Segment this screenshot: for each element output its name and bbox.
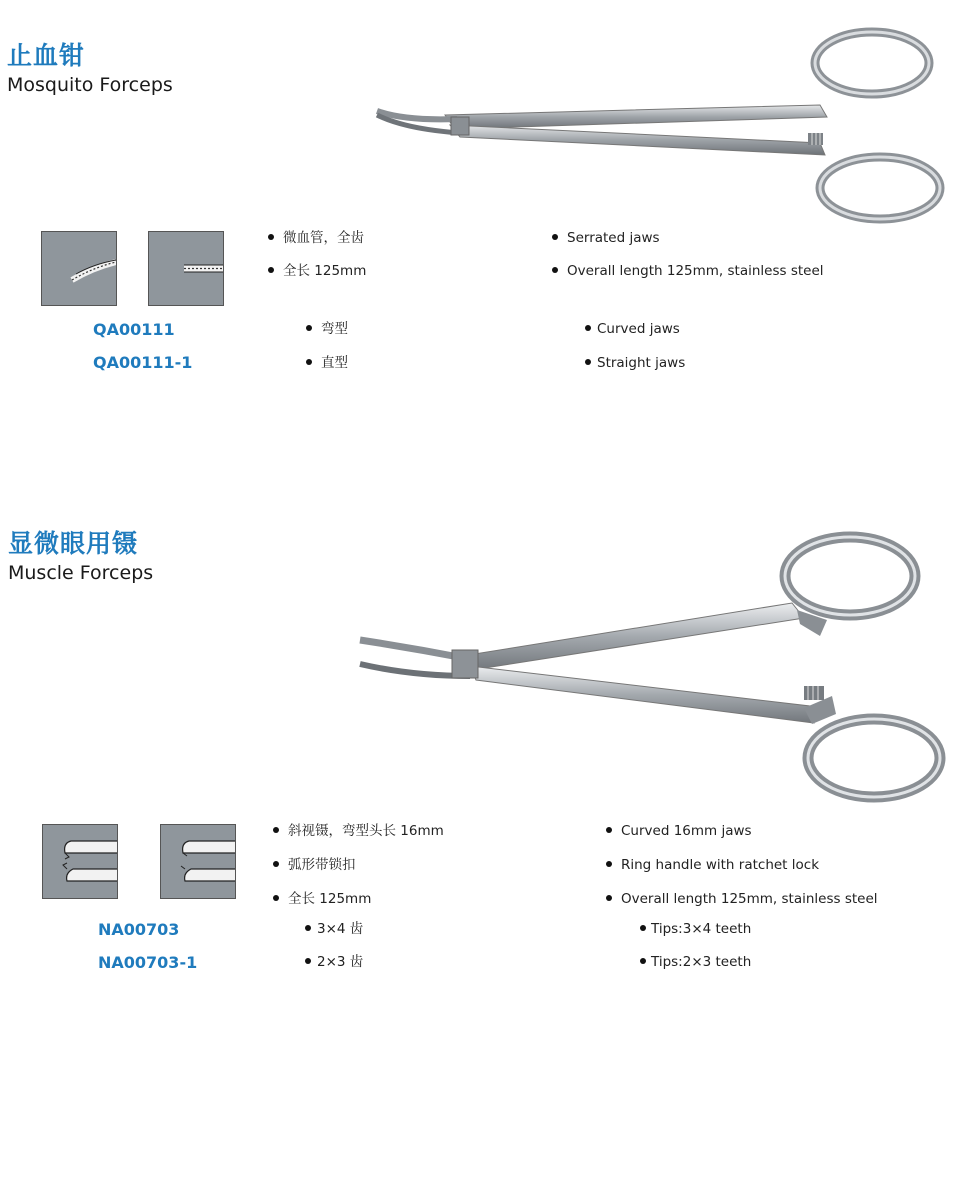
product-code: QA00111: [93, 320, 175, 339]
variant-text: Curved jaws: [597, 321, 680, 337]
feature-text: Serrated jaws: [567, 230, 660, 246]
feature-item-en: [606, 890, 878, 908]
feature-text: 全长 125mm: [288, 891, 372, 907]
feature-item-en: [552, 262, 824, 280]
variant-text: 3×4 齿: [317, 921, 364, 937]
tooth-2x3-thumbnail: [160, 824, 236, 899]
mosquito-forceps-image: [365, 25, 955, 230]
variant-text: Tips:2×3 teeth: [651, 954, 752, 970]
feature-text: 斜视镊，弯型头长 16mm: [288, 823, 444, 839]
feature-text: Overall length 125mm, stainless steel: [621, 891, 878, 907]
variant-item-en: [640, 953, 751, 971]
feature-text: Ring handle with ratchet lock: [621, 857, 820, 873]
feature-item-en: [552, 229, 660, 247]
variant-text: Straight jaws: [597, 355, 686, 371]
bullet-icon: [306, 359, 312, 365]
curved-jaw-thumbnail: [41, 231, 117, 306]
bullet-icon: [585, 359, 591, 365]
muscle-forceps-image: [352, 528, 957, 803]
bullet-icon: [268, 234, 274, 240]
variant-text: Tips:3×4 teeth: [651, 921, 752, 937]
section1-title-cn: 止血钳: [7, 41, 86, 70]
variant-item-en: [585, 320, 680, 338]
straight-jaw-thumbnail: [148, 231, 224, 306]
feature-text: Curved 16mm jaws: [621, 823, 752, 839]
feature-item-cn: [268, 262, 366, 280]
product-code: NA00703-1: [98, 953, 198, 972]
section2-title-cn: 显微眼用镊: [8, 529, 139, 558]
product-code: QA00111-1: [93, 353, 193, 372]
bullet-icon: [305, 958, 311, 964]
tooth-3x4-thumbnail: [42, 824, 118, 899]
bullet-icon: [273, 861, 279, 867]
bullet-icon: [305, 925, 311, 931]
feature-item-cn: [268, 229, 364, 247]
variant-item-en: [585, 354, 685, 372]
bullet-icon: [273, 895, 279, 901]
bullet-icon: [306, 325, 312, 331]
variant-item-cn: [305, 953, 363, 971]
feature-text: Overall length 125mm, stainless steel: [567, 263, 824, 279]
feature-item-cn: [273, 856, 356, 874]
variant-item-cn: [305, 920, 363, 938]
feature-item-en: [606, 856, 819, 874]
feature-item-cn: [273, 822, 444, 840]
variant-item-cn: [306, 320, 348, 338]
bullet-icon: [640, 925, 646, 931]
feature-text: 微血管，全齿: [283, 230, 364, 246]
bullet-icon: [585, 325, 591, 331]
variant-text: 弯型: [321, 321, 348, 337]
bullet-icon: [552, 267, 558, 273]
bullet-icon: [606, 895, 612, 901]
variant-text: 直型: [321, 355, 348, 371]
feature-text: 弧形带锁扣: [288, 857, 356, 873]
feature-item-en: [606, 822, 752, 840]
product-code: NA00703: [98, 920, 180, 939]
bullet-icon: [552, 234, 558, 240]
bullet-icon: [606, 861, 612, 867]
feature-text: 全长 125mm: [283, 263, 367, 279]
section2-title-en: Muscle Forceps: [8, 562, 154, 584]
variant-item-cn: [306, 354, 348, 372]
variant-text: 2×3 齿: [317, 954, 364, 970]
variant-item-en: [640, 920, 751, 938]
feature-item-cn: [273, 890, 371, 908]
bullet-icon: [273, 827, 279, 833]
bullet-icon: [268, 267, 274, 273]
bullet-icon: [640, 958, 646, 964]
section1-title-en: Mosquito Forceps: [7, 74, 173, 96]
bullet-icon: [606, 827, 612, 833]
